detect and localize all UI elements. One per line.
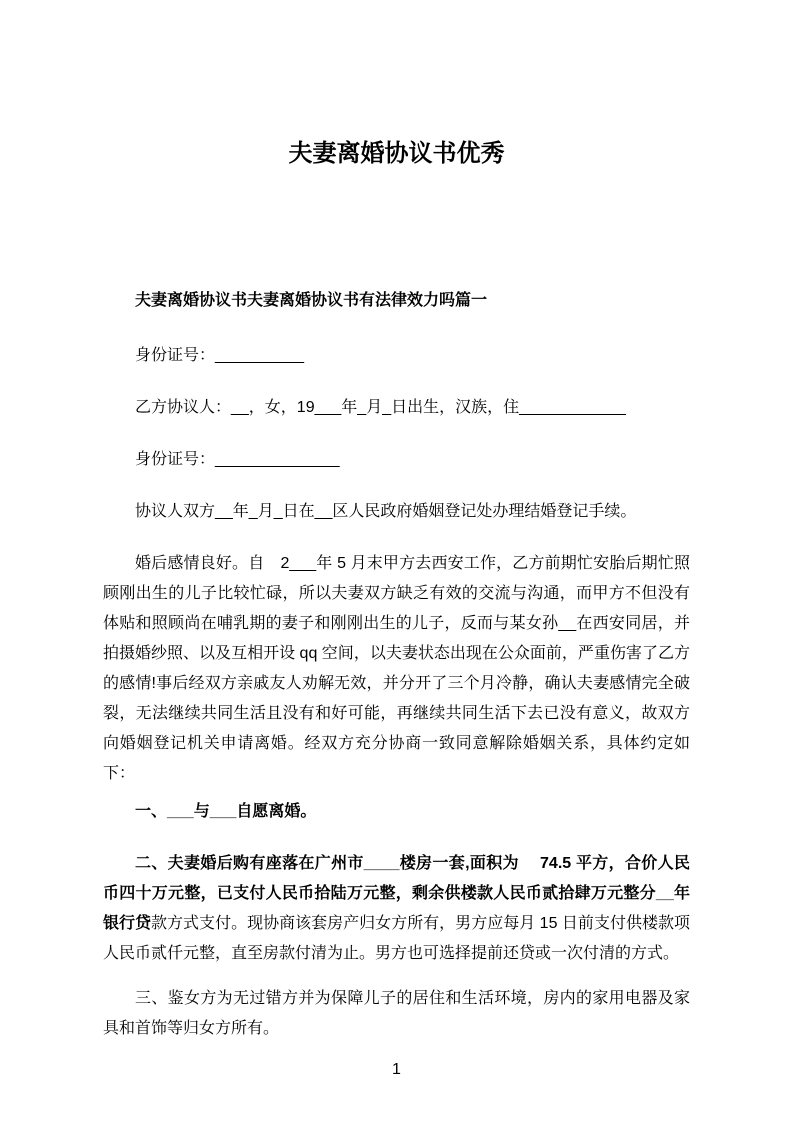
field-party-b-info: 乙方协议人：__，女，19___年_月_日出生，汉族，住____________ [135, 399, 626, 416]
agreement-item-2-regular-run: 款方式支付。现协商该套房产归女方所有，男方应每月 15 日前支付供楼款项人民币贰仟元整，直至房款付清为止。男方也可选择提前还贷或一次付清的方式。 [103, 915, 690, 962]
agreement-item-3: 三、鉴女方为无过错方并为保障儿子的居住和生活环境，房内的家用电器及家具和首饰等归女方所有。 [103, 990, 690, 1037]
section-heading: 夫妻离婚协议书夫妻离婚协议书有法律效力吗篇一 [135, 292, 488, 309]
agreement-item-2-bold-run: 二、夫妻婚后购有座落在广州市____楼房一套,面积为 74.5 平方，合价人民币四十万元整，已支付人民币拾陆万元整，剩余供楼款人民币贰拾肆万元整分__年银行贷 [103, 855, 690, 932]
field-marriage-registration: 协议人双方__年_月_日在__区人民政府婚姻登记处办理结婚登记手续。 [135, 503, 637, 520]
narrative-paragraph: 婚后感情良好。自 2___年 5 月末甲方去西安工作，乙方前期忙安胎后期忙照顾刚出生的儿子比较忙碌，所以夫妻双方缺乏有效的交流与沟通，而甲方不但没有体贴和照顾尚在哺乳期的妻子和刚刚出生的儿子，反而与某女孙__在西安同居，并拍摄婚纱照、以及互相开设 qq 空间，以夫妻状态出现在公众面前，严重伤害了乙方的感情!事后经双方亲戚友人劝解无效，并分开了三个月冷静，确认夫妻感情完全破裂，无法继续共同生活且没有和好可能，再继续共同生活下去已没有意义，故双方向婚姻登记机关申请离婚。经双方充分协商一致同意解除婚姻关系，具体约定如下： [103, 555, 690, 782]
field-id-number-2: 身份证号：______________ [135, 451, 340, 468]
document-title: 夫妻离婚协议书优秀 [288, 140, 505, 167]
page-number: 1 [392, 1061, 401, 1078]
agreement-item-2 [103, 849, 690, 969]
field-id-number-1: 身份证号：__________ [135, 347, 304, 364]
agreement-item-1: 一、___与___自愿离婚。 [135, 803, 317, 820]
